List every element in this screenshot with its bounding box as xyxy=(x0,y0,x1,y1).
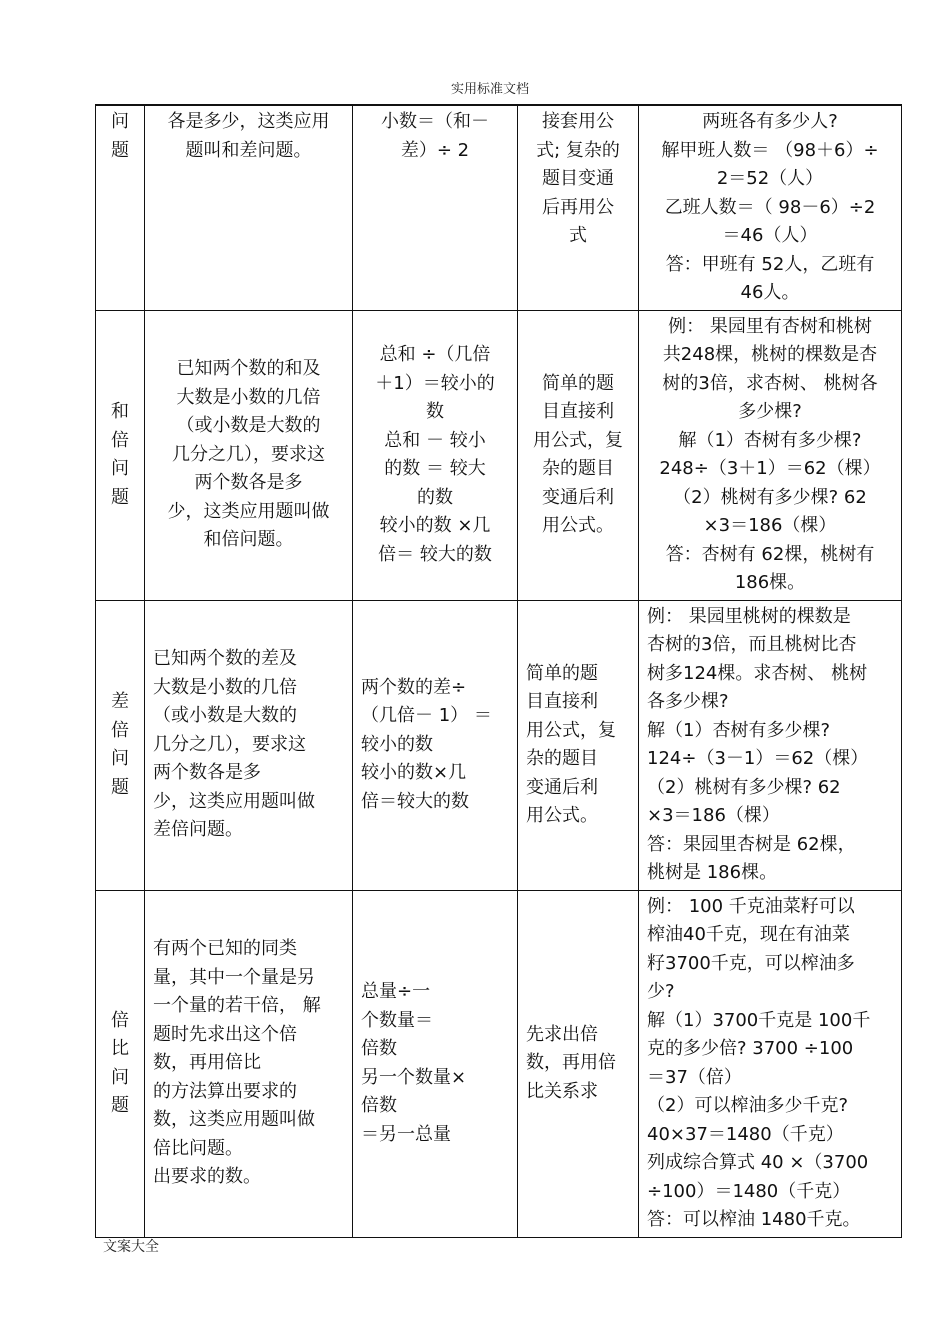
table-row xyxy=(96,105,902,310)
method-cell: 先求出倍 数，再用倍 比关系求 xyxy=(518,890,639,1237)
method-cell: 接套用公 式; 复杂的 题目变通 后再用公 式 xyxy=(518,105,639,310)
formula-cell: 两个数的差÷ （几倍－ 1） ＝ 较小的数 较小的数×几 倍＝较大的数 xyxy=(353,600,518,890)
method-cell: 简单的题 目直接利 用公式，复 杂的题目 变通后利 用公式。 xyxy=(518,600,639,890)
problem-type-cell: 和 倍 问 题 xyxy=(96,310,145,600)
definition-cell: 已知两个数的和及 大数是小数的几倍 （或小数是大数的 几分之几），要求这 两个数各是多 少，这类应用题叫做 和倍问题。 xyxy=(145,310,353,600)
problem-type-cell: 差 倍 问 题 xyxy=(96,600,145,890)
method-cell: 简单的题 目直接利 用公式，复 杂的题目 变通后利 用公式。 xyxy=(518,310,639,600)
formula-cell: 总量÷一 个数量＝ 倍数 另一个数量× 倍数 ＝另一总量 xyxy=(353,890,518,1237)
formula-cell: 总和 ÷（几倍 ＋1）＝较小的 数 总和 － 较小 的数 ＝ 较大 的数 较小的数 ×几 倍＝ 较大的数 xyxy=(353,310,518,600)
formula-cell: 小数＝（和－ 差）÷ 2 xyxy=(353,105,518,310)
problem-type-cell: 问 题 xyxy=(96,105,145,310)
page-footer: 文案大全 xyxy=(103,1239,159,1255)
problem-type-cell: 倍 比 问 题 xyxy=(96,890,145,1237)
definition-cell: 有两个已知的同类 量，其中一个量是另 一个量的若干倍， 解 题时先求出这个倍 数，再用倍比 的方法算出要求的 数，这类应用题叫做 倍比问题。 出要求的数。 xyxy=(145,890,353,1237)
table-row xyxy=(96,310,902,600)
definition-cell: 各是多少，这类应用 题叫和差问题。 xyxy=(145,105,353,310)
page-header: 实用标准文档 xyxy=(450,82,529,97)
definition-cell: 已知两个数的差及 大数是小数的几倍 （或小数是大数的 几分之几），要求这 两个数各是多 少，这类应用题叫做 差倍问题。 xyxy=(145,600,353,890)
example-cell: 例： 果园里有杏树和桃树 共248棵，桃树的棵数是杏 树的3倍，求杏树、 桃树各 多少棵? 解（1）杏树有多少棵? 248÷（3＋1）＝62（棵） （2）桃树有多少棵? 62 ×3＝186（棵） 答：杏树有 62棵，桃树有 186棵。 xyxy=(639,310,902,600)
word-problem-table xyxy=(95,104,902,1238)
example-cell: 例： 100 千克油菜籽可以 榨油40千克，现在有油菜 籽3700千克，可以榨油多 少? 解（1）3700千克是 100千 克的多少倍? 3700 ÷100 ＝37（倍） （2）可以榨油多少千克? 40×37＝1480（千克） 列成综合算式 40 ×（3700 ÷100）＝1480（千克） 答：可以榨油 1480千克。 xyxy=(639,890,902,1237)
table-row xyxy=(96,600,902,890)
example-cell: 例： 果园里桃树的棵数是 杏树的3倍，而且桃树比杏 树多124棵。求杏树、 桃树 各多少棵? 解（1）杏树有多少棵? 124÷（3－1）＝62（棵） （2）桃树有多少棵? 62 ×3＝186（棵） 答：果园里杏树是 62棵， 桃树是 186棵。 xyxy=(639,600,902,890)
table-row xyxy=(96,890,902,1237)
example-cell: 两班各有多少人? 解甲班人数＝ （98＋6）÷ 2＝52（人） 乙班人数＝（ 98－6）÷2 ＝46（人） 答：甲班有 52人，乙班有 46人。 xyxy=(639,105,902,310)
